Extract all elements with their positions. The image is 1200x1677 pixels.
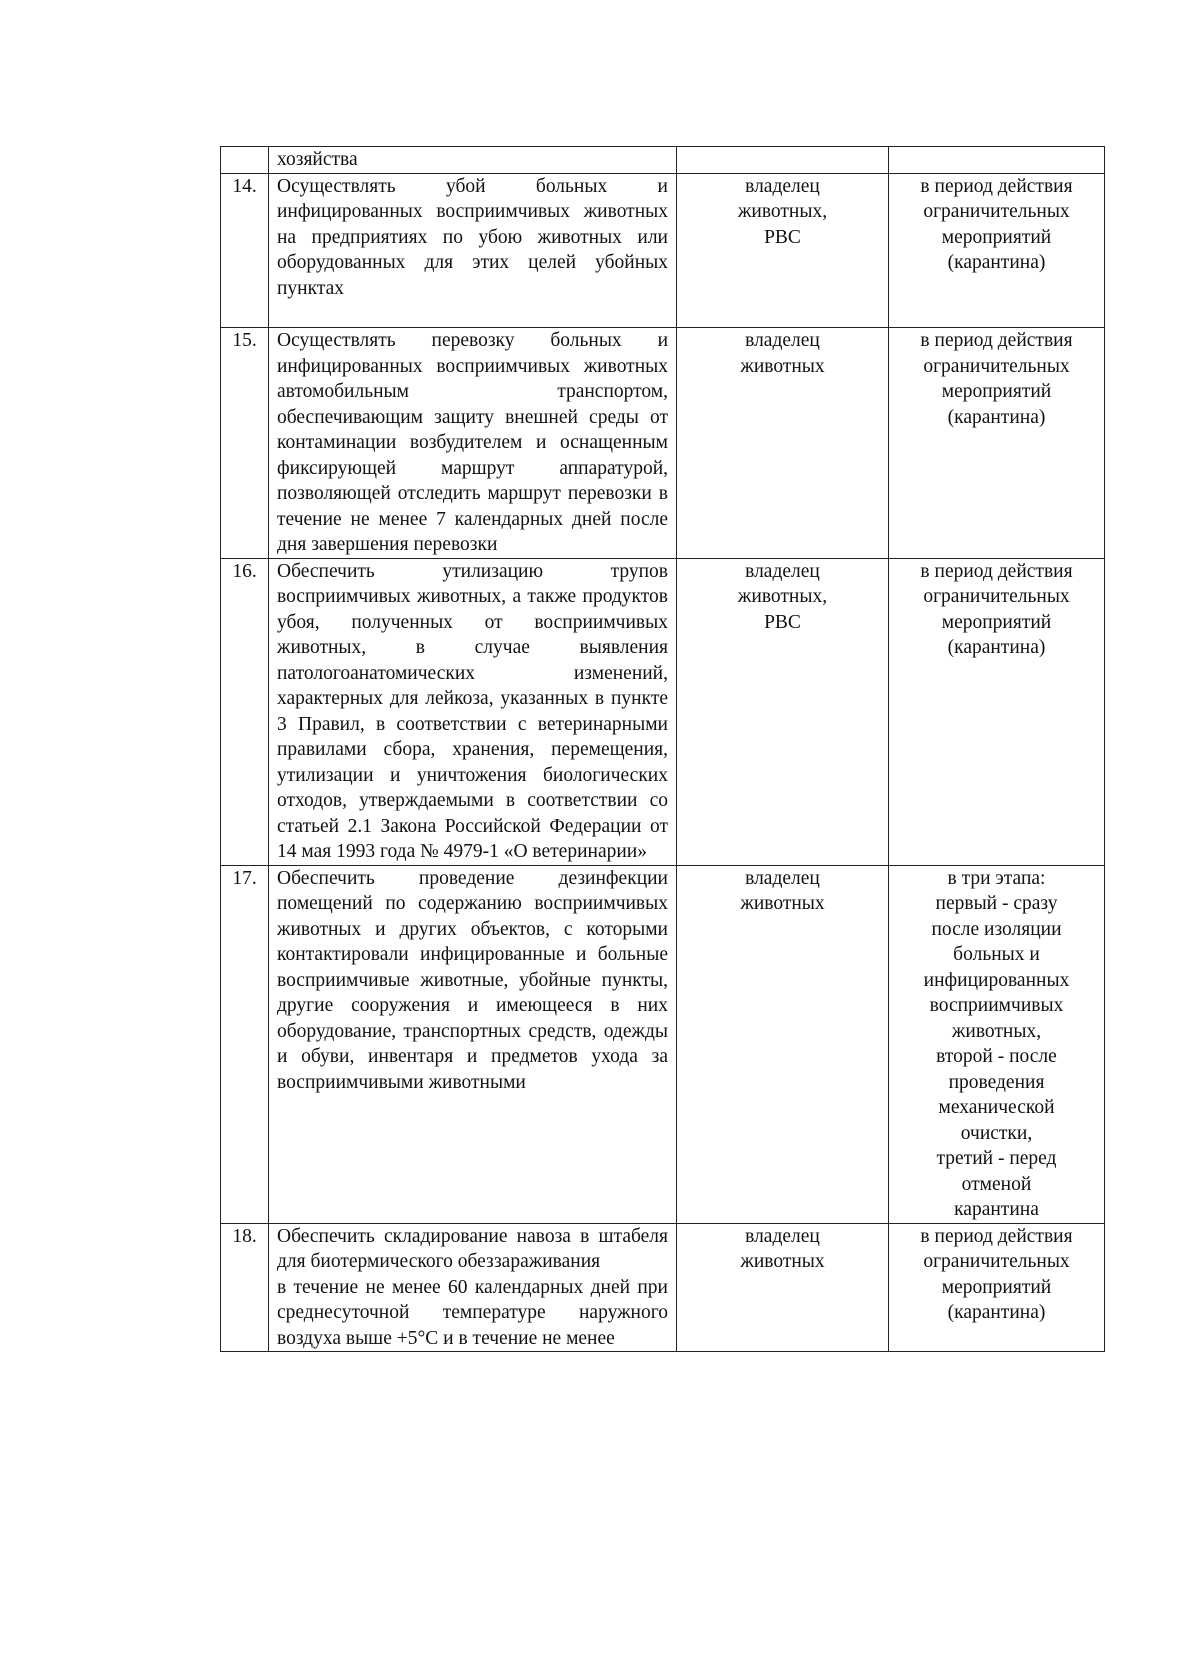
responsible-text: владелец животных, РВС	[737, 175, 828, 248]
row-number: 17.	[221, 865, 269, 1223]
table-row-continuation	[221, 147, 1105, 174]
table-row	[221, 328, 1105, 559]
task-text: Обеспечить проведение дезинфекции помещений по содержанию восприимчивых животных и других объектов, с которыми контактировали инфицированные и больные восприимчивые животные, убойные пункты, другие сооружения и имеющееся в них оборудование, транспортных средств, одежды и обуви, инвентаря и предметов ухода за восприимчивыми животными	[277, 867, 668, 1093]
deadline-text: в три этапа: первый - сразу после изоляции больных и инфицированных восприимчивых животных, второй - после проведения механической очистки, третий - перед отменой карантина	[923, 867, 1070, 1220]
responsible-text: владелец животных	[740, 867, 825, 914]
row-number-cell	[221, 147, 269, 174]
table-row	[221, 865, 1105, 1223]
responsible-text: владелец животных	[740, 330, 825, 377]
deadline-cell	[889, 328, 1105, 559]
deadline-text: в период действия ограничительных мероприятий (карантина)	[920, 560, 1073, 658]
task-text: Осуществлять перевозку больных и инфицированных восприимчивых животных автомобильным транспортом, обеспечивающим защиту внешней среды от контаминации возбудителем и оснащенным фиксирующей маршрут аппаратурой, позволяющей отследить маршрут перевозки в течение не менее 7 календарных дней после дня завершения перевозки	[277, 330, 668, 555]
deadline-text: в период действия ограничительных мероприятий (карантина)	[920, 1225, 1073, 1323]
continuation-text: хозяйства	[277, 149, 358, 170]
responsible-cell	[677, 147, 889, 174]
measures-table	[220, 146, 1105, 1352]
responsible-text: владелец животных	[740, 1225, 825, 1272]
task-cell	[269, 865, 677, 1223]
responsible-cell	[677, 328, 889, 559]
responsible-cell	[677, 1223, 889, 1352]
deadline-text: в период действия ограничительных мероприятий (карантина)	[920, 330, 1073, 428]
table-row	[221, 558, 1105, 865]
task-cell	[269, 1223, 677, 1352]
deadline-cell	[889, 1223, 1105, 1352]
table-row	[221, 1223, 1105, 1352]
row-number: 15.	[221, 328, 269, 559]
deadline-text: в период действия ограничительных мероприятий (карантина)	[920, 175, 1073, 273]
task-cell	[269, 173, 677, 328]
task-cell	[269, 147, 677, 174]
table-row	[221, 173, 1105, 328]
deadline-cell	[889, 558, 1105, 865]
responsible-cell	[677, 173, 889, 328]
deadline-cell	[889, 865, 1105, 1223]
row-number: 14.	[221, 173, 269, 328]
row-number: 16.	[221, 558, 269, 865]
deadline-cell	[889, 147, 1105, 174]
responsible-cell	[677, 558, 889, 865]
task-cell	[269, 558, 677, 865]
deadline-cell	[889, 173, 1105, 328]
row-number: 18.	[221, 1223, 269, 1352]
task-text: Осуществлять убой больных и инфицированных восприимчивых животных на предприятиях по убою животных или оборудованных для этих целей убойных пунктах	[277, 175, 668, 299]
task-text: Обеспечить складирование навоза в штабеля для биотермического обеззараживания в течение не менее 60 календарных дней при среднесуточной температуре наружного воздуха выше +5°С и в течение не менее	[277, 1225, 668, 1349]
responsible-text: владелец животных, РВС	[737, 560, 828, 633]
task-text: Обеспечить утилизацию трупов восприимчивых животных, а также продуктов убоя, полученных от восприимчивых животных, в случае выявления патологоанатомических изменений, характерных для лейкоза, указанных в пункте 3 Правил, в соответствии с ветеринарными правилами сбора, хранения, перемещения, утилизации и уничтожения биологических отходов, утверждаемыми в соответствии со статьей 2.1 Закона Российской Федерации от 14 мая 1993 года № 4979-1 «О ветеринарии»	[277, 560, 668, 862]
task-cell	[269, 328, 677, 559]
responsible-cell	[677, 865, 889, 1223]
